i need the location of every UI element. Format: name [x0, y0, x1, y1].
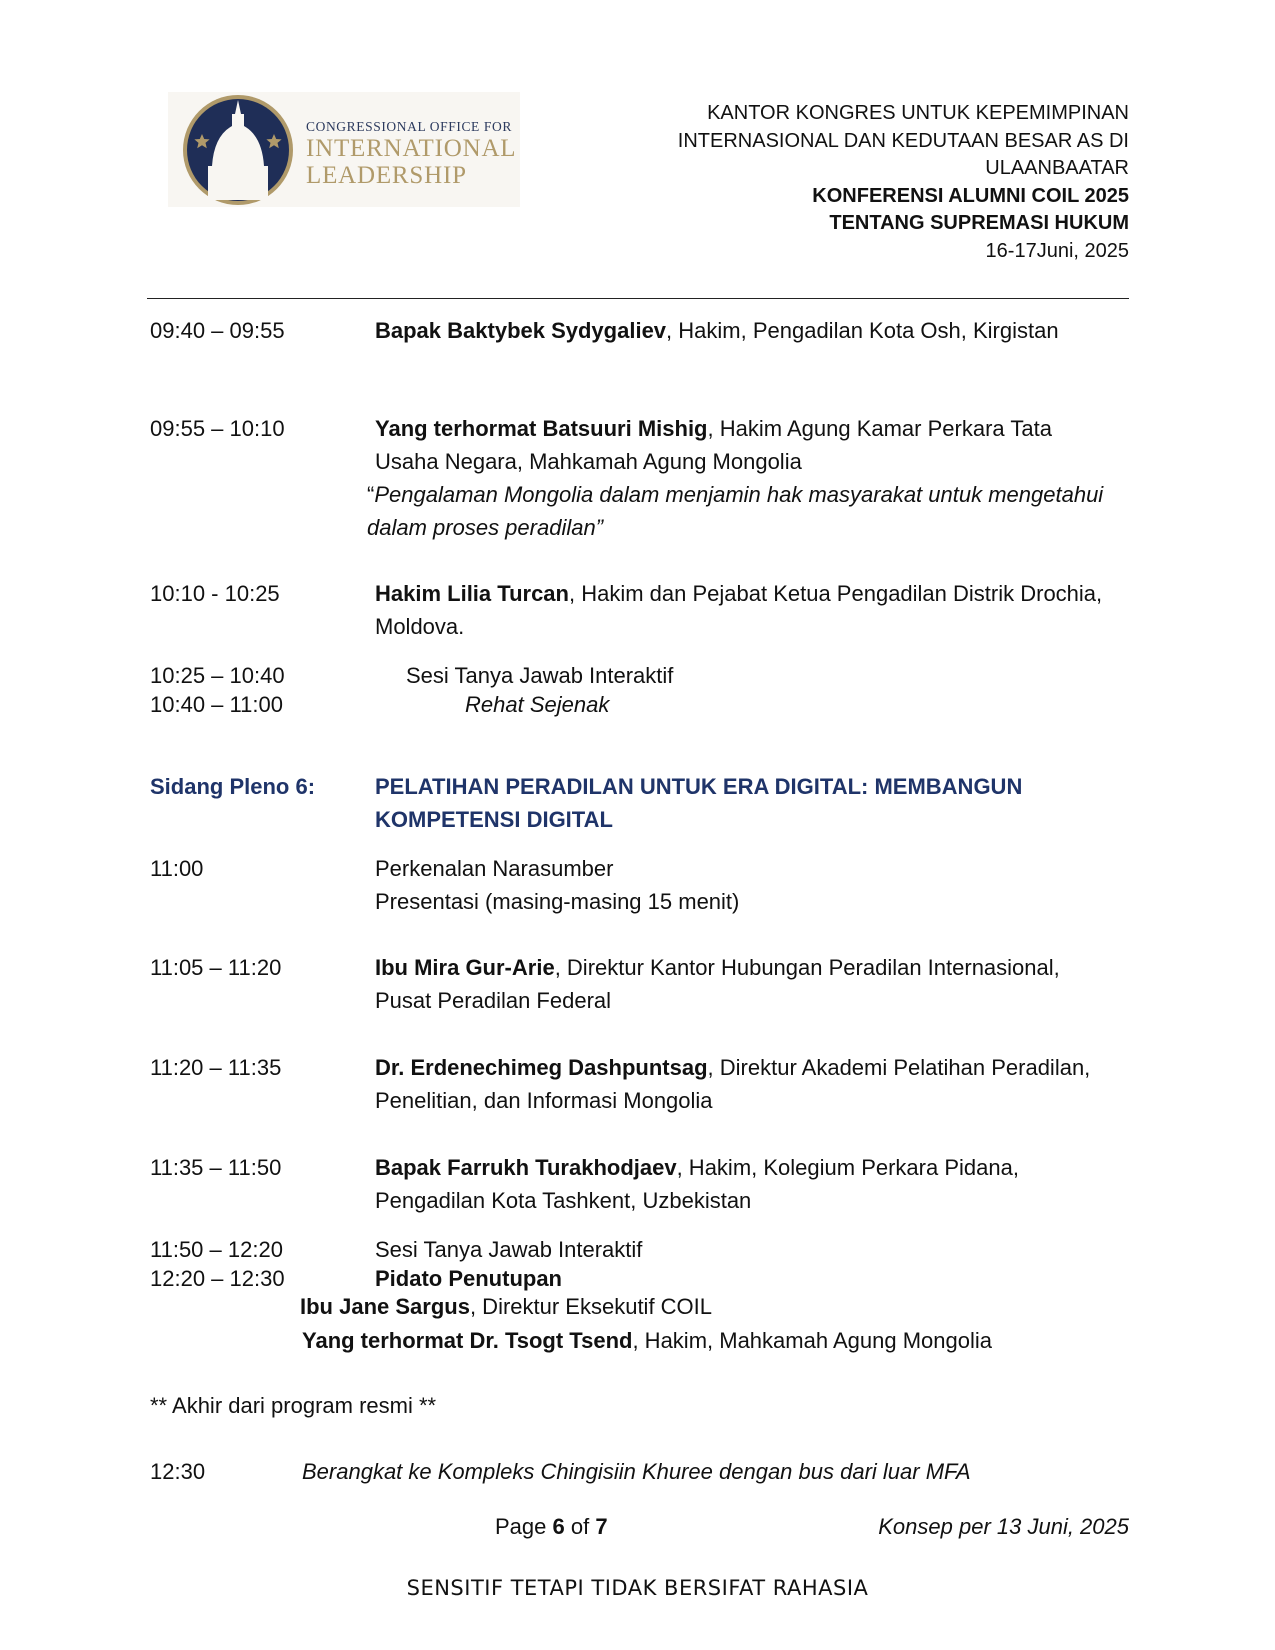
- break-item: Rehat Sejenak: [465, 692, 610, 717]
- session-label: Sidang Pleno 6:: [150, 774, 316, 799]
- speaker-name: Dr. Erdenechimeg Dashpuntsag: [375, 1055, 708, 1080]
- agenda-time: 10:40 – 11:00: [150, 692, 283, 717]
- quote-mark: “: [367, 482, 375, 507]
- speaker-name: Ibu Mira Gur-Arie: [375, 955, 555, 980]
- agenda-time: 12:30: [150, 1459, 206, 1484]
- speaker-name: Bapak Baktybek Sydygaliev: [375, 318, 667, 343]
- conference-title: KONFERENSI ALUMNI COIL 2025: [812, 184, 1129, 207]
- agenda-item: [375, 951, 1115, 1017]
- logo-text-line1: CONGRESSIONAL OFFICE FOR: [306, 119, 512, 134]
- agenda-time: 11:50 – 12:20: [150, 1237, 283, 1262]
- coil-logo: [168, 92, 520, 207]
- agenda-item: [375, 412, 1115, 478]
- agenda-time: 11:20 – 11:35: [150, 1055, 282, 1080]
- draft-date: Konsep per 13 Juni, 2025: [878, 1514, 1129, 1539]
- document-header: [678, 100, 1129, 265]
- speaker-name: Ibu Jane Sargus: [300, 1294, 470, 1319]
- page-prefix: Page: [495, 1514, 553, 1539]
- departure-note: Berangkat ke Kompleks Chingisiin Khuree dengan bus dari luar MFA: [302, 1459, 971, 1484]
- speaker-name: Yang terhormat Batsuuri Mishig: [375, 416, 708, 441]
- agenda-time: 11:00: [150, 856, 204, 881]
- speaker-name: Bapak Farrukh Turakhodjaev: [375, 1155, 677, 1180]
- agenda-item: Presentasi (masing-masing 15 menit): [375, 889, 740, 914]
- closing-remarks-title: Pidato Penutupan: [375, 1266, 562, 1291]
- closing-speaker: [300, 1290, 712, 1323]
- session-title: PELATIHAN PERADILAN UNTUK ERA DIGITAL: MEMBANGUN KOMPETENSI DIGITAL: [375, 774, 1023, 832]
- page-total: 7: [595, 1514, 608, 1539]
- speaker-desc: , Hakim, Kolegium Perkara Pidana, Pengadilan Kota Tashkent, Uzbekistan: [375, 1155, 1019, 1213]
- speaker-desc: , Hakim Agung Kamar Perkara Tata Usaha Negara, Mahkamah Agung Mongolia: [375, 416, 1052, 474]
- talk-title: [367, 478, 1107, 544]
- agenda-time: 09:55 – 10:10: [150, 416, 285, 441]
- agenda-item: [375, 314, 1115, 347]
- speaker-desc: , Hakim dan Pejabat Ketua Pengadilan Distrik Drochia, Moldova.: [375, 581, 1103, 639]
- agenda-time: 10:10 - 10:25: [150, 581, 280, 606]
- header-line-1: KANTOR KONGRES UNTUK KEPEMIMPINAN: [707, 102, 1129, 124]
- agenda-item: [375, 577, 1115, 643]
- logo-text-line3: LEADERSHIP: [306, 162, 467, 189]
- agenda-item: Perkenalan Narasumber: [375, 856, 614, 881]
- logo-text-line2: INTERNATIONAL: [306, 135, 517, 162]
- header-line-2: INTERNASIONAL DAN KEDUTAAN BESAR AS DI: [677, 129, 1129, 152]
- closing-speaker: [302, 1324, 992, 1357]
- speaker-desc: , Direktur Kantor Hubungan Peradilan Internasional, Pusat Peradilan Federal: [375, 955, 1060, 1013]
- speaker-desc: , Hakim, Mahkamah Agung Mongolia: [632, 1328, 992, 1353]
- classification-marking: SENSITIF TETAPI TIDAK BERSIFAT RAHASIA: [406, 1576, 869, 1600]
- speaker-desc: , Hakim, Pengadilan Kota Osh, Kirgistan: [666, 318, 1059, 343]
- header-divider: [147, 298, 1129, 299]
- speaker-name: Hakim Lilia Turcan: [375, 581, 569, 606]
- talk-title-text: Pengalaman Mongolia dalam menjamin hak masyarakat untuk mengetahui dalam proses peradilan”: [367, 482, 1104, 540]
- speaker-desc: , Direktur Eksekutif COIL: [469, 1294, 713, 1319]
- agenda-time: 11:05 – 11:20: [150, 955, 282, 980]
- page-of: of: [564, 1514, 596, 1539]
- speaker-desc: , Direktur Akademi Pelatihan Peradilan, Penelitian, dan Informasi Mongolia: [375, 1055, 1091, 1113]
- speaker-name: Yang terhormat Dr. Tsogt Tsend: [302, 1328, 633, 1353]
- header-line-3: ULAANBAATAR: [985, 157, 1129, 179]
- conference-dates: 16-17Juni, 2025: [985, 239, 1129, 262]
- agenda-time: 12:20 – 12:30: [150, 1266, 285, 1291]
- agenda-time: 11:35 – 11:50: [150, 1155, 282, 1180]
- agenda-item: Sesi Tanya Jawab Interaktif: [406, 663, 674, 688]
- page-number: [495, 1512, 608, 1542]
- capitol-dome-icon: [168, 92, 308, 207]
- agenda-item: [375, 1051, 1115, 1117]
- conference-subtitle: TENTANG SUPREMASI HUKUM: [829, 212, 1129, 234]
- agenda-time: 09:40 – 09:55: [150, 318, 285, 343]
- agenda-item: Sesi Tanya Jawab Interaktif: [375, 1237, 643, 1262]
- agenda-item: [375, 1151, 1115, 1217]
- page-current: 6: [552, 1514, 565, 1539]
- agenda-time: 10:25 – 10:40: [150, 663, 285, 688]
- end-of-program-note: ** Akhir dari program resmi **: [150, 1393, 437, 1418]
